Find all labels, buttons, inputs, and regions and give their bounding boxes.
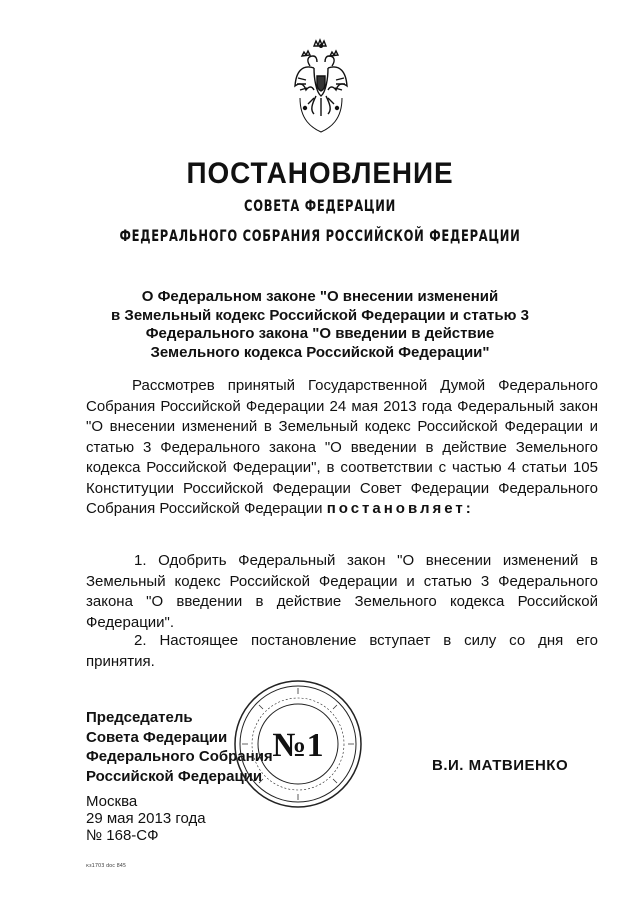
signatory-name: В.И. МАТВИЕНКО — [432, 757, 569, 774]
preamble-paragraph — [86, 376, 598, 520]
item-text: Настоящее постановление вступает в силу со дня его принятия. — [86, 632, 599, 670]
signatory-title-line: Председатель — [86, 709, 193, 726]
issuer-line-1: СОВЕТА ФЕДЕРАЦИИ — [244, 196, 396, 215]
document-subject — [100, 288, 540, 362]
preamble-verb: постановляет: — [326, 500, 474, 517]
signatory-title-line: Российской Федерации — [86, 767, 263, 785]
subject-line: Федерального закона "О введении в действие — [145, 325, 495, 342]
file-footnote: кз1703 doc 845 — [86, 863, 127, 869]
signatory-title-line: Федерального Собрания — [86, 748, 273, 765]
issuer-line-2: ФЕДЕРАЛЬНОГО СОБРАНИЯ РОССИЙСКОЙ ФЕДЕРАЦИИ — [119, 226, 521, 245]
resolution-item-1 — [86, 551, 598, 633]
item-text: Одобрить Федеральный закон "О внесении изменений в Земельный кодекс Российской Федерации и статью 3 Федерального закона "О введении в действие Земельного кодекса Российской Федерации". — [86, 552, 598, 631]
subject-line: в Земельный кодекс Российской Федерации и статью 3 — [111, 306, 529, 324]
subject-line: Земельного кодекса Российской Федерации" — [150, 343, 490, 361]
place-date-number — [86, 793, 206, 844]
item-number: 1. — [134, 552, 147, 569]
coat-of-arms-emblem — [292, 38, 350, 134]
preamble-first-word: Рассмотрев — [132, 377, 215, 394]
signatory-title-line: Совета Федерации — [86, 728, 228, 746]
place: Москва — [86, 793, 138, 810]
document-number: № 168-СФ — [86, 827, 159, 844]
subject-line: О Федеральном законе "О внесении изменений — [141, 288, 499, 305]
date: 29 мая 2013 года — [86, 810, 206, 827]
preamble-text: принятый Государственной Думой Федерального Собрания Российской Федерации 24 мая 2013 года Федеральный закон "О внесении изменений в Земельный кодекс Российской Федерации и статью 3 Федерального закона "О введении в действие Земельного кодекса Российской Федерации", в соответствии с частью 4 статьи 105 Конституции Российской Федерации Совет Федерации Федерального Собрания Российской Федерации — [86, 377, 598, 517]
item-number: 2. — [134, 632, 147, 649]
resolution-item-2 — [86, 631, 598, 672]
official-stamp — [232, 678, 364, 810]
document-title: ПОСТАНОВЛЕНИЕ — [186, 157, 454, 190]
stamp-number: №1 — [272, 727, 324, 764]
